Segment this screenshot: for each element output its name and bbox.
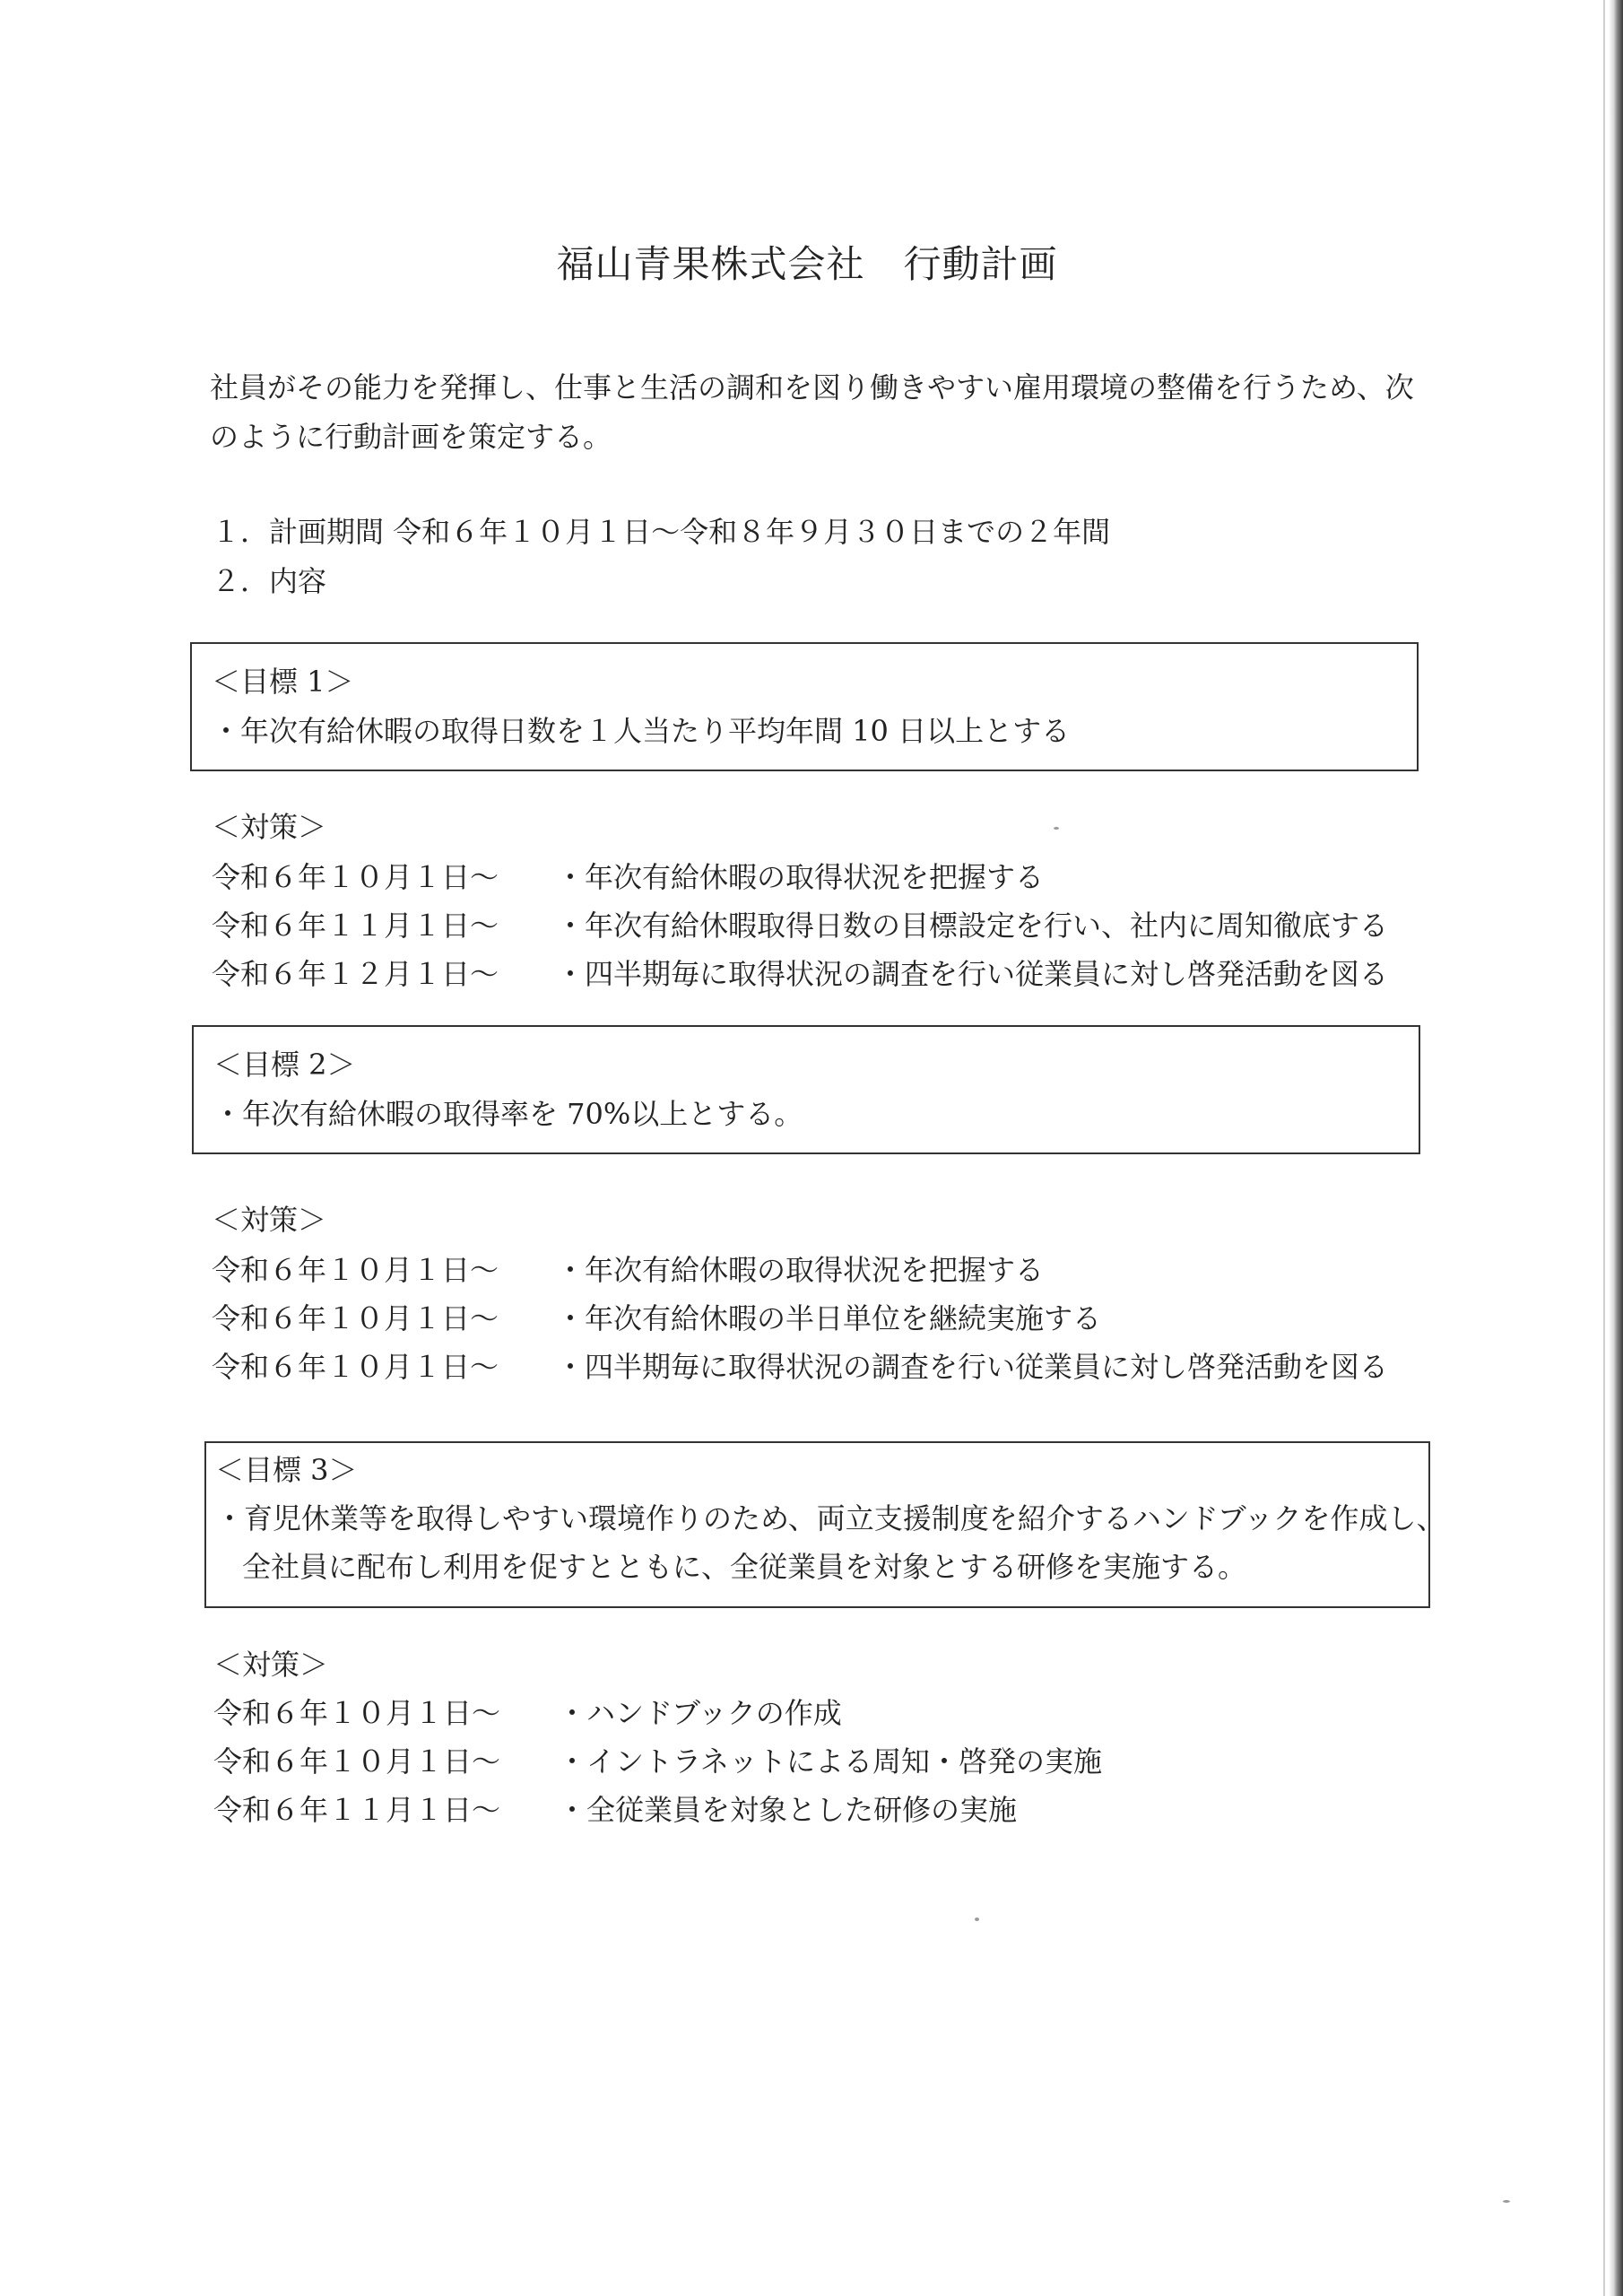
goal-2-measure-row xyxy=(212,1349,1467,1385)
measure-action: ・イントラネットによる周知・啓発の実施 xyxy=(558,1744,1103,1779)
intro-line-1: 社員がその能力を発揮し、仕事と生活の調和を図り働きやすい雇用環境の整備を行うため、次 xyxy=(210,370,1414,404)
measure-date: 令和６年１２月１日～ xyxy=(212,957,499,991)
plan-period-item: １．計画期間 令和６年１０月１日～令和８年９月３０日までの２年間 xyxy=(212,515,1111,549)
goal-3-text-line-2: 全社員に配布し利用を促すとともに、全従業員を対象とする研修を実施する。 xyxy=(242,1550,1247,1584)
goal-2-box xyxy=(192,1025,1420,1154)
scan-speck xyxy=(975,1918,979,1921)
measure-date: 令和６年１１月１日～ xyxy=(212,909,499,943)
goal-1-measure-row xyxy=(212,908,1467,944)
measure-date: 令和６年１０月１日～ xyxy=(212,1301,499,1335)
page-edge-line xyxy=(1603,0,1605,2296)
goal-3-measure-row xyxy=(213,1744,1469,1779)
measure-action: ・年次有給休暇の取得状況を把握する xyxy=(556,860,1045,894)
goal-2-text: ・年次有給休暇の取得率を 70%以上とする。 xyxy=(213,1097,803,1131)
scan-speck xyxy=(1503,2200,1510,2203)
measure-action: ・年次有給休暇取得日数の目標設定を行い、社内に周知徹底する xyxy=(556,909,1389,943)
measure-action: ・ハンドブックの作成 xyxy=(558,1696,842,1730)
measure-action: ・年次有給休暇の取得状況を把握する xyxy=(556,1253,1045,1287)
goal-2-heading: ＜目標 2＞ xyxy=(213,1048,356,1082)
goal-3-text-line-1: ・育児休業等を取得しやすい環境作りのため、両立支援制度を紹介するハンドブックを作成し、 xyxy=(215,1501,1445,1535)
measure-date: 令和６年１０月１日～ xyxy=(212,1350,499,1384)
measure-date: 令和６年１０月１日～ xyxy=(212,1253,499,1287)
goal-1-measure-row xyxy=(212,859,1467,895)
scan-page-edge xyxy=(1609,0,1623,2296)
goal-3-box xyxy=(204,1441,1445,1608)
goal-2-measure-row xyxy=(212,1252,1467,1288)
measure-action: ・年次有給休暇の半日単位を継続実施する xyxy=(556,1301,1102,1335)
measure-date: 令和６年１０月１日～ xyxy=(213,1744,501,1779)
measure-date: 令和６年１０月１日～ xyxy=(212,860,499,894)
goal-1-heading: ＜目標 1＞ xyxy=(212,665,354,699)
goal-2-measure-row xyxy=(212,1300,1467,1336)
goal-1-measure-row xyxy=(212,956,1467,992)
goal-2-measures-heading: ＜対策＞ xyxy=(212,1203,327,1237)
goal-3-measure-row xyxy=(213,1695,1469,1731)
measure-date: 令和６年１０月１日～ xyxy=(213,1696,501,1730)
measure-date: 令和６年１１月１日～ xyxy=(213,1793,501,1827)
contents-item: ２．内容 xyxy=(212,564,327,598)
goal-3-measures-heading: ＜対策＞ xyxy=(213,1648,329,1682)
goal-3-measure-row xyxy=(213,1792,1469,1828)
goal-3-heading: ＜目標 3＞ xyxy=(215,1453,358,1487)
goal-1-box xyxy=(190,642,1419,771)
goal-1-measures-heading: ＜対策＞ xyxy=(212,810,327,844)
intro-line-2: のように行動計画を策定する。 xyxy=(210,420,612,454)
scan-speck xyxy=(1054,827,1059,830)
goal-1-text: ・年次有給休暇の取得日数を１人当たり平均年間 10 日以上とする xyxy=(212,714,1071,748)
measure-action: ・全従業員を対象とした研修の実施 xyxy=(558,1793,1018,1827)
measure-action: ・四半期毎に取得状況の調査を行い従業員に対し啓発活動を図る xyxy=(556,1350,1389,1384)
document-title: 福山青果株式会社 行動計画 xyxy=(556,242,1058,286)
measure-action: ・四半期毎に取得状況の調査を行い従業員に対し啓発活動を図る xyxy=(556,957,1389,991)
